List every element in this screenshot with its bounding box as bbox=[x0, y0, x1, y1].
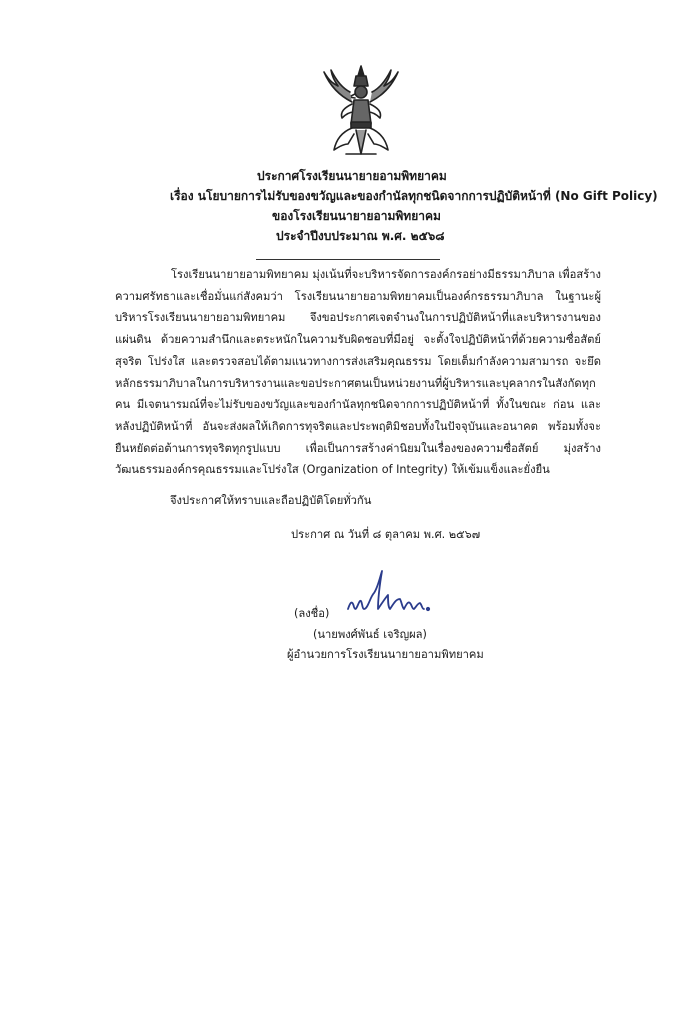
body-paragraph: โรงเรียนนายายอามพิทยาคม มุ่งเน้นที่จะบริหารจัดการองค์กรอย่างมีธรรมาภิบาล เพื่อสร้างความศรัทธาและเชื่อมั่นแก่สังคมว่า โรงเรียนนายายอามพิทยาคมเป็นองค์กรธรรมาภิบาล ในฐานะผู้บริหารโรงเรียนนายายอามพิทยาคม จึงขอประกาศเจตจำนงในการปฏิบัติหน้าที่และบริหารงานของแผ่นดิน ด้วยความสำนึกและตระหนักในความรับผิดชอบที่มีอยู่ จะตั้งใจปฏิบัติหน้าที่ด้วยความซื่อสัตย์สุจริต โปร่งใส และตรวจสอบได้ตามแนวทางการส่งเสริมคุณธรรม โดยเต็มกำลังความสามารถ จะยึดหลักธรรมาภิบาลในการบริหารงานและขอประกาศตนเป็นหน่วยงานที่ผู้บริหารและบุคลากรในสังกัดทุกคน มีเจตนารมณ์ที่จะไม่รับของขวัญและของกำนัลทุกชนิดจากการปฏิบัติหน้าที่ ทั้งในขณะ ก่อน และหลังปฏิบัติหน้าที่ อันจะส่งผลให้เกิดการทุจริตและประพฤติมิชอบทั้งในปัจจุบันและอนาคต พร้อมทั้งจะยืนหยัดต่อต้านการทุจริตทุกรูปแบบ เพื่อเป็นการสร้างค่านิยมในเรื่องของความซื่อสัตย์ มุ่งสร้างวัฒนธรรมองค์กรคุณธรรมและโปร่งใส (Organization of Integrity) ให้เข้มแข็งและยั่งยืน bbox=[115, 268, 601, 477]
handwritten-signature bbox=[344, 563, 444, 623]
announcement-body bbox=[115, 264, 601, 481]
announcement-fiscal-year: ประจำปีงบประมาณ พ.ศ. ๒๕๖๘ bbox=[276, 229, 445, 243]
announcement-date: ประกาศ ณ วันที่ ๘ ตุลาคม พ.ศ. ๒๕๖๗ bbox=[291, 528, 481, 541]
signer-title: ผู้อำนวยการโรงเรียนนายายอามพิทยาคม bbox=[287, 648, 484, 661]
signer-name: (นายพงศ์พันธ์ เจริญผล) bbox=[313, 628, 427, 641]
header-divider bbox=[256, 259, 440, 260]
announcement-organization: ของโรงเรียนนายายอามพิทยาคม bbox=[272, 209, 441, 223]
closing-statement: จึงประกาศให้ทราบและถือปฏิบัติโดยทั่วกัน bbox=[170, 494, 372, 507]
announcement-title: ประกาศโรงเรียนนายายอามพิทยาคม bbox=[257, 169, 447, 183]
announcement-subject: เรื่อง นโยบายการไม่รับของขวัญและของกำนัลทุกชนิดจากการปฏิบัติหน้าที่ (No Gift Policy) bbox=[170, 189, 658, 203]
garuda-emblem-icon bbox=[316, 62, 406, 162]
signature-label: (ลงชื่อ) bbox=[294, 607, 330, 620]
